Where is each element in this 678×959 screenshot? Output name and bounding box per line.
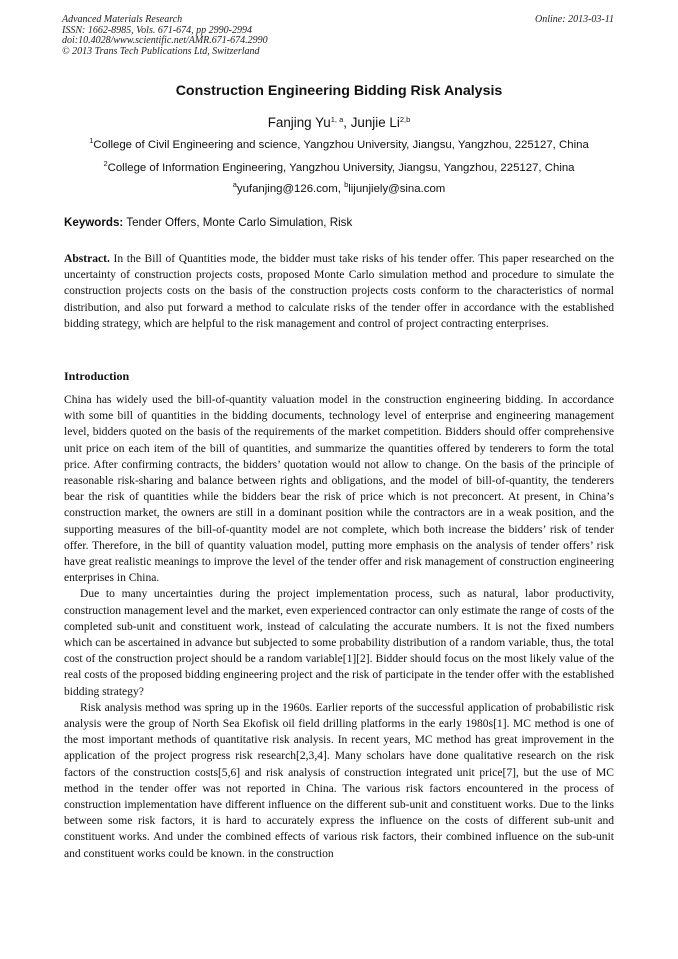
affiliation-1-superscript: 1	[89, 136, 94, 145]
abstract	[64, 251, 614, 332]
doi-line[interactable]: doi:10.4028/www.scientific.net/AMR.671-674.2990	[62, 35, 268, 47]
author-1-superscript: 1, a	[330, 115, 344, 124]
email-b[interactable]: lijunjiely@sina.com	[348, 183, 446, 195]
author-2-superscript: 2,b	[399, 115, 411, 124]
paper-title: Construction Engineering Bidding Risk Analysis	[175, 83, 503, 99]
intro-paragraph-2: Due to many uncertainties during the project implementation process, such as natural, labor productivity, construction management level and the market, even experienced contractor can only estimate the range of costs of the completed sub-unit and constituent work, instead of calculating the accurate numbers. It is not the fixed numbers which can be ascertained in advance but subjected to some probability distribution of a random variable, thus, the total cost of the construction project should be a random variable[1][2]. Bidder should focus on the most likely value of the real costs of the proposed bidding engineering project and the risk of participate in the tender offer with the established bidding strategy?	[64, 588, 614, 698]
introduction-body	[64, 392, 614, 862]
copyright-line: © 2013 Trans Tech Publications Ltd, Switzerland	[62, 45, 260, 57]
affiliation-2-superscript: 2	[103, 159, 108, 168]
keywords-text: Tender Offers, Monte Carlo Simulation, Risk	[123, 216, 353, 229]
keywords	[64, 216, 352, 229]
author-line	[0, 115, 678, 130]
author-2: Junjie Li	[350, 115, 400, 130]
journal-name: Advanced Materials Research	[62, 14, 183, 25]
abstract-label: Abstract.	[64, 253, 110, 265]
affiliation-1-text: College of Civil Engineering and science, Yangzhou University, Jiangsu, Yangzhou, 225127, China	[93, 139, 589, 151]
intro-paragraph-3: Risk analysis method was spring up in the 1960s. Earlier reports of the successful application of probabilistic risk analysis were the group of North Sea Ekofisk oil field drilling platforms in the early 1980s[1]. MC method is one of the most important methods of quantitative risk analysis. In recent years, MC method has great improvement in the application of the project progress risk research[2,3,4]. Many scholars have done qualitative research on the risk factors of the construction costs[5,6] and risk analysis of construction integrated unit price[7], but the use of MC method in the tender offer was not reported in China. The various risk factors encountered in the process of construction implementation have different influence on the different sub-unit and constituent works. Due to the links between some risk factors, it is hard to accurately express the influence on the costs of different sub-unit and constituent works. And under the combined effects of various risk factors, their combined influence on the sub-unit and constituent works could be known. in the construction	[64, 701, 614, 860]
journal-header	[62, 15, 268, 57]
intro-paragraph-1: China has widely used the bill-of-quantity valuation model in the construction engineering bidding. In accordance with some bill of quantities in the bidding documents, technology level of enterprise and engineering management level, bidders quoted on the basis of the requirements of the market competition. Bidders should offer comprehensive unit price on each item of the bill of quantities, and summarize the quantities offered by tenderers to form the total price. After confirming contracts, the bidders’ quotation would not allow to change. On the basis of the principle of reasonable risk-sharing and balance between rights and obligations, and the model of bill-of-quantity, the tenderers bear the risk of quantities while the bidders bear the risk of price which is not preconcert. At present, in China’s construction market, the owners are still in a dominant position while the contractors are in a weak position, and the supporting measures of the bill-of-quantity model are not complete, which both increase the bidders’ risk of tender offer. Therefore, in the bill of quantity valuation model, putting more emphasis on the analysis of tender offers’ risk have great realistic meanings to improve the level of the tender offer and risk management of construction engineering enterprises in China.	[64, 394, 614, 585]
online-date: Online: 2013-03-11	[535, 14, 614, 25]
affiliation-2-text: College of Information Engineering, Yangzhou University, Jiangsu, Yangzhou, 225127, China	[107, 162, 575, 174]
abstract-text: In the Bill of Quantities mode, the bidder must take risks of his tender offer. This paper researched on the uncertainty of construction projects costs, proposed Monte Carlo simulation method and procedure to simulate the construction projects costs on the basis of the construction projects costs conform to the characteristics of normal distribution, and also put forward a method to calculate risks of the tender offer in accordance with the established bidding strategy, which are helpful to the risk management and control of project contracting enterprises.	[64, 253, 614, 330]
keywords-label: Keywords:	[64, 216, 124, 229]
affiliation-2	[0, 159, 678, 174]
affiliation-1	[0, 136, 678, 151]
email-line	[0, 180, 678, 195]
author-1: Fanjing Yu	[267, 115, 331, 130]
email-a[interactable]: yufanjing@126.com,	[236, 183, 345, 195]
email-a-superscript: a	[232, 180, 237, 189]
email-b-superscript: b	[344, 180, 349, 189]
issn-line: ISSN: 1662-8985, Vols. 671-674, pp 2990-2994	[62, 24, 252, 36]
author-separator: ,	[343, 115, 351, 130]
introduction-heading: Introduction	[64, 369, 130, 383]
